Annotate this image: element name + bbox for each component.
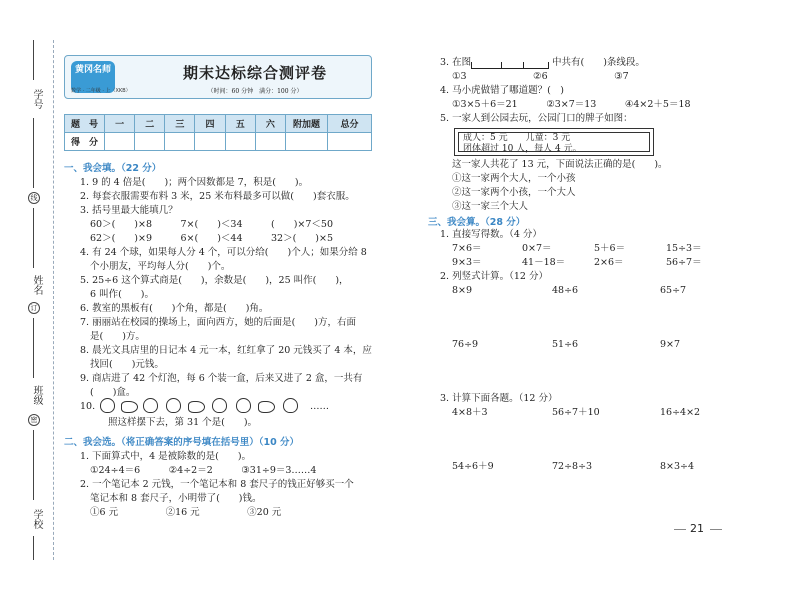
score-cell[interactable] bbox=[165, 133, 195, 151]
binding-line bbox=[33, 40, 34, 80]
logo-text: 黄冈名师 bbox=[74, 65, 111, 75]
question: 中共有( )条线段。 bbox=[552, 57, 645, 68]
cut-line bbox=[53, 40, 54, 560]
score-header-cell: 六 bbox=[255, 115, 285, 133]
question: 3. 在图 bbox=[440, 57, 472, 68]
sign-price-line: 成人：5 元 儿童：3 元 bbox=[463, 133, 571, 143]
options: ①6 元 ②16 元 ③20 元 bbox=[90, 507, 282, 518]
exam-title: 期末达标综合测评卷 bbox=[182, 64, 327, 82]
question: 7. 丽丽站在校园的操场上，面向西方，她的后面是( )方，右面 bbox=[80, 317, 356, 328]
calc-item: 7×6＝ bbox=[452, 243, 482, 254]
calc-item: 2×6＝ bbox=[594, 257, 624, 268]
score-cell[interactable] bbox=[135, 133, 165, 151]
question: ( )盒。 bbox=[90, 387, 136, 398]
question: 2. 一个笔记本 2 元钱，一个笔记本和 8 套尺子的钱正好够买一个 bbox=[80, 479, 354, 490]
question: 62＞( )×9 6×( )＜44 32＞( )×5 bbox=[90, 233, 334, 244]
segment-tick bbox=[471, 62, 472, 69]
segment-tick bbox=[548, 62, 549, 69]
radish-icon bbox=[212, 398, 227, 413]
binding-line bbox=[33, 208, 34, 268]
binding-line bbox=[33, 118, 34, 188]
page-number-rule bbox=[710, 529, 722, 530]
options: ①24÷4＝6 ②4÷2＝2 ③31÷9＝3……4 bbox=[90, 465, 317, 476]
sign-inner bbox=[458, 132, 650, 152]
calc-item: 48÷6 bbox=[552, 285, 579, 296]
question: 2. 每套衣服需要布料 3 米，25 米布料最多可以做( )套衣服。 bbox=[80, 191, 355, 202]
binding-line bbox=[33, 430, 34, 500]
calc-item: 41－18＝ bbox=[522, 257, 566, 268]
score-cell[interactable] bbox=[195, 133, 225, 151]
question: 9. 商店进了 42 个灯泡，每 6 个装一盒，后来又进了 2 盒，一共有 bbox=[80, 373, 363, 384]
segment-diagram bbox=[471, 62, 549, 70]
score-header-cell: 三 bbox=[165, 115, 195, 133]
options: ①3×5＋6＝21 ②3×7＝13 ④4×2＋5＝18 bbox=[452, 99, 691, 110]
question: 2. 列竖式计算。（12 分） bbox=[440, 271, 548, 282]
calc-item: 51÷6 bbox=[552, 339, 579, 350]
question: 3. 计算下面各题。（12 分） bbox=[440, 393, 558, 404]
option: ③这一家三个大人 bbox=[452, 201, 529, 212]
page-number: 21 bbox=[690, 522, 704, 535]
time-note: （时间：60 分钟 满分：100 分） bbox=[207, 88, 303, 95]
binding-strip bbox=[22, 40, 46, 560]
calc-item: 54÷6＋9 bbox=[452, 461, 494, 472]
score-header-cell: 总分 bbox=[328, 115, 372, 133]
calc-item: 9×7 bbox=[660, 339, 681, 350]
question: 6. 教室的黑板有( )个角，都是( )角。 bbox=[80, 303, 269, 314]
binding-line bbox=[33, 536, 34, 560]
calc-item: 8×9 bbox=[452, 285, 473, 296]
class-label: 班级 bbox=[31, 385, 42, 405]
subject-label: 数学 · 二年级 · 上（XKB） bbox=[71, 88, 131, 94]
score-header-cell: 四 bbox=[195, 115, 225, 133]
score-cell[interactable] bbox=[328, 133, 372, 151]
seal-mark: 密 bbox=[28, 414, 40, 426]
calc-item: 72÷8÷3 bbox=[552, 461, 593, 472]
score-header-row bbox=[65, 115, 372, 133]
calc-item: 0×7＝ bbox=[522, 243, 552, 254]
seal-mark: 订 bbox=[28, 302, 40, 314]
question: 4. 马小虎做错了哪道题？( ) bbox=[440, 85, 564, 96]
tomato-icon bbox=[166, 398, 181, 413]
ellipsis: …… bbox=[310, 401, 329, 412]
tomato-icon bbox=[100, 398, 115, 413]
calc-item: 76÷9 bbox=[452, 339, 479, 350]
question: 3. 括号里最大能填几？ bbox=[80, 205, 178, 216]
eggplant-icon bbox=[258, 401, 275, 413]
calc-item: 16÷4×2 bbox=[660, 407, 701, 418]
question: 4. 有 24 个球，如果每人分 4 个，可以分给( )个人；如果分给 8 bbox=[80, 247, 367, 258]
question: 8. 晨光文具店里的日记本 4 元一本，红红拿了 20 元钱买了 4 本，应 bbox=[80, 345, 372, 356]
options: ①3 ②6 ③7 bbox=[452, 71, 629, 82]
calc-item: 8×3÷4 bbox=[660, 461, 695, 472]
question: 这一家人共花了 13 元，下面说法正确的是( )。 bbox=[452, 159, 668, 170]
question: 1. 下面算式中，4 是被除数的是( )。 bbox=[80, 451, 252, 462]
radish-icon bbox=[143, 398, 158, 413]
question: 5. 一家人到公园去玩，公园门口的牌子如图： bbox=[440, 113, 633, 124]
calc-item: 4×8＋3 bbox=[452, 407, 488, 418]
score-table bbox=[64, 114, 372, 151]
calc-item: 9×3＝ bbox=[452, 257, 482, 268]
section-title: 三、我会算。（28 分） bbox=[428, 217, 526, 228]
calc-item: 15÷3＝ bbox=[666, 243, 702, 254]
score-header-cell: 二 bbox=[135, 115, 165, 133]
score-cell[interactable] bbox=[225, 133, 255, 151]
question: 1. 直接写得数。（4 分） bbox=[440, 229, 542, 240]
question: 笔记本和 8 套尺子，小明带了( )钱。 bbox=[90, 493, 262, 504]
section-title: 二、我会选。（将正确答案的序号填在括号里）（10 分） bbox=[64, 437, 300, 448]
calc-item: 56÷7＋10 bbox=[552, 407, 600, 418]
page-number-rule bbox=[674, 529, 686, 530]
score-cell[interactable] bbox=[255, 133, 285, 151]
park-sign bbox=[454, 128, 654, 156]
eggplant-icon bbox=[188, 401, 205, 413]
question: 1. 9 的 4 倍是( )；两个因数都是 7，积是( )。 bbox=[80, 177, 309, 188]
question: 个小朋友，平均每人分( )个。 bbox=[90, 261, 231, 272]
name-label: 姓名 bbox=[31, 275, 42, 295]
score-cell[interactable] bbox=[286, 133, 328, 151]
option: ①这一家两个大人，一个小孩 bbox=[452, 173, 576, 184]
question: 照这样摆下去，第 31 个是( )。 bbox=[108, 417, 258, 428]
calc-item: 65÷7 bbox=[660, 285, 687, 296]
tomato-icon bbox=[236, 398, 251, 413]
segment-tick bbox=[523, 62, 524, 69]
segment-line bbox=[471, 68, 549, 69]
section-title: 一、我会填。（22 分） bbox=[64, 163, 162, 174]
calc-item: 5＋6＝ bbox=[594, 243, 626, 254]
score-cell[interactable] bbox=[105, 133, 135, 151]
sign-group-line: 团体超过 10 人，每人 4 元。 bbox=[463, 144, 582, 154]
question: 是( )方。 bbox=[90, 331, 145, 342]
question: 60＞( )×8 7×( )＜34 ( )×7＜50 bbox=[90, 219, 334, 230]
binding-line bbox=[33, 318, 34, 378]
option: ②这一家两个小孩，一个大人 bbox=[452, 187, 576, 198]
calc-item: 56÷7＝ bbox=[666, 257, 702, 268]
seal-mark: 线 bbox=[28, 192, 40, 204]
score-header-cell: 一 bbox=[105, 115, 135, 133]
score-row bbox=[65, 133, 372, 151]
school-label: 学校 bbox=[31, 509, 42, 529]
exam-header bbox=[64, 55, 372, 99]
number-label: 学号 bbox=[31, 89, 42, 109]
eggplant-icon bbox=[121, 401, 138, 413]
question: 6 叫作( )。 bbox=[90, 289, 154, 300]
question: 5. 25÷6 这个算式商是( )，余数是( )，25 叫作( )， bbox=[80, 275, 349, 286]
score-row-label: 得 分 bbox=[65, 133, 105, 151]
score-header-cell: 题 号 bbox=[65, 115, 105, 133]
question: 找回( )元钱。 bbox=[90, 359, 164, 370]
question-number: 10. bbox=[80, 401, 96, 412]
score-header-cell: 附加题 bbox=[286, 115, 328, 133]
segment-tick bbox=[501, 62, 502, 69]
score-header-cell: 五 bbox=[225, 115, 255, 133]
tomato-icon bbox=[283, 398, 298, 413]
